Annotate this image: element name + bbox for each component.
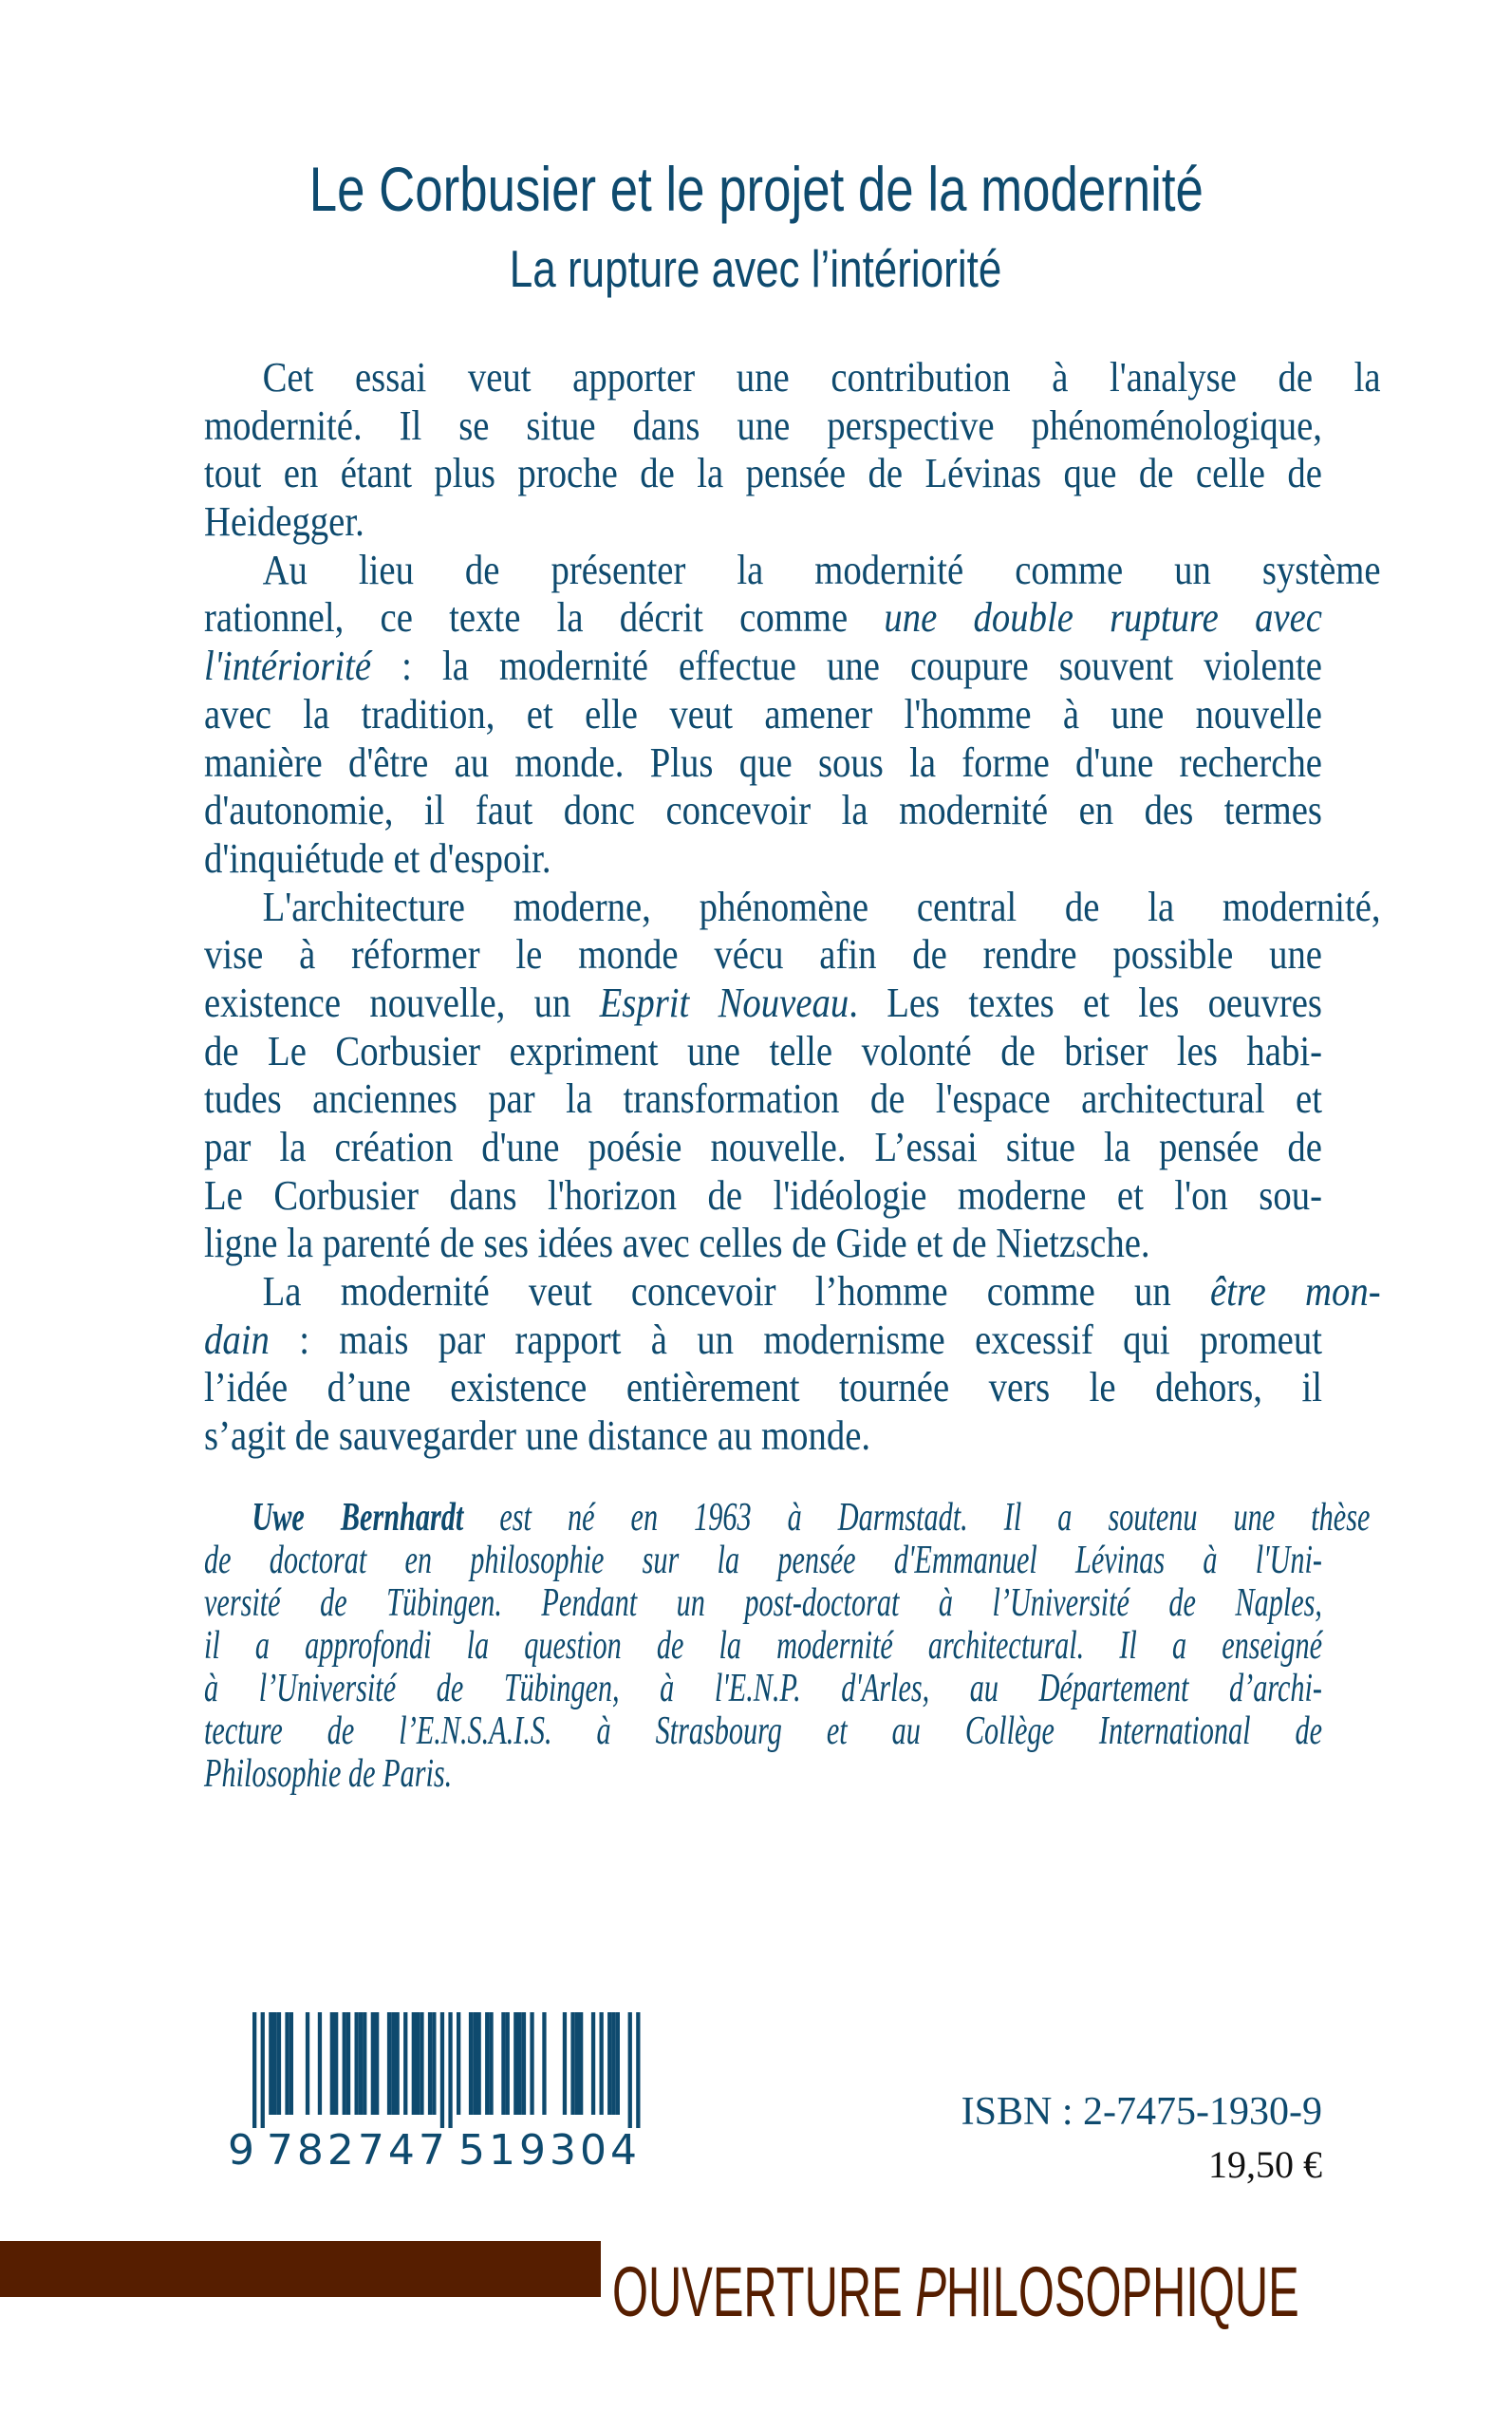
- svg-text:9: 9: [228, 2126, 254, 2175]
- text-run: de doctorat en philosophie sur la pensée d'Emmanuel Lévinas à l'Uni-: [204, 1539, 1322, 1582]
- author-bio: [204, 1496, 1371, 1796]
- text-run: il a approfondi la question de la modernité architectural. Il a enseigné: [204, 1624, 1322, 1668]
- text-run: : la modernité effectue une coupure souvent violente: [371, 643, 1322, 690]
- text-run: rationnel, ce texte la décrit comme: [204, 594, 885, 642]
- text-run: par la création d'une poésie nouvelle. L’essai situe la pensée de: [204, 1124, 1322, 1170]
- book-title-text: Le Corbusier et le projet de la modernité: [308, 154, 1204, 224]
- text-line: [204, 691, 1322, 739]
- text-line: [204, 884, 1381, 932]
- text-line: [204, 980, 1322, 1028]
- text-line: [204, 739, 1322, 788]
- series-name-part: OUVERTURE: [612, 2252, 916, 2331]
- text-run: Le Corbusier dans l'horizon de l'idéologie moderne et l'on sou-: [204, 1171, 1322, 1219]
- text-run: : mais par rapport à un modernisme excessif qui promeut: [269, 1316, 1322, 1363]
- barcode-icon: [228, 2012, 641, 2175]
- text-line: [204, 594, 1322, 643]
- text-line: [204, 1268, 1381, 1317]
- text-run: s’agit de sauvegarder une distance au monde.: [204, 1412, 871, 1460]
- blurb-text: [204, 354, 1381, 1461]
- text-line: [204, 1710, 1322, 1753]
- text-line: [204, 1172, 1322, 1221]
- author-name: Uwe Bernhardt: [252, 1496, 464, 1540]
- text-line: [204, 1412, 1322, 1461]
- text-run: . Les textes et les oeuvres: [849, 979, 1322, 1026]
- text-line: [204, 1540, 1322, 1582]
- price-label: 19,50 €: [1208, 2143, 1322, 2186]
- series-color-bar: [0, 2241, 601, 2297]
- series-name-part: HILOSOPHIQUE: [945, 2252, 1299, 2331]
- text-line: [204, 1124, 1322, 1172]
- text-run: l’idée d’une existence entièrement tournée vers le dehors, il: [204, 1364, 1322, 1411]
- emphasis-text: être mon-: [1210, 1268, 1381, 1316]
- book-subtitle: [0, 239, 1512, 298]
- text-run: tudes anciennes par la transformation de l'espace architectural et: [204, 1075, 1322, 1123]
- text-run: tout en étant plus proche de la pensée de Lévinas que de celle de: [204, 450, 1322, 497]
- text-run: Au lieu de présenter la modernité comme un système: [262, 546, 1381, 593]
- text-run: existence nouvelle, un: [204, 979, 600, 1026]
- text-line: [204, 1028, 1322, 1076]
- text-line: [204, 1317, 1322, 1365]
- text-run: versité de Tübingen. Pendant un post-doctorat à l’Université de Naples,: [204, 1581, 1322, 1625]
- text-run: tecture de l’E.N.S.A.I.S. à Strasbourg et au Collège International de: [204, 1709, 1322, 1753]
- text-line: [204, 1364, 1322, 1412]
- text-run: La modernité veut concevoir l’homme comme un: [262, 1268, 1211, 1316]
- text-run: manière d'être au monde. Plus que sous la forme d'une recherche: [204, 738, 1322, 786]
- text-run: est né en 1963 à Darmstadt. Il a soutenu une thèse: [463, 1496, 1371, 1540]
- series-name-italic-initial: P: [915, 2252, 946, 2331]
- text-line: [204, 835, 1322, 884]
- text-line: [204, 1753, 1322, 1796]
- text-run: de Le Corbusier expriment une telle volonté de briser les habi-: [204, 1027, 1322, 1074]
- series-name: [612, 2252, 1481, 2331]
- text-line: [204, 1582, 1322, 1625]
- text-line: [204, 1625, 1322, 1668]
- text-line: [204, 787, 1322, 835]
- text-run: à l’Université de Tübingen, à l'E.N.P. d'Arles, au Département d’archi-: [204, 1667, 1322, 1710]
- text-run: Philosophie de Paris.: [204, 1752, 453, 1796]
- text-line: [204, 354, 1381, 402]
- text-line: [204, 1075, 1322, 1124]
- isbn-barcode: [228, 2012, 641, 2175]
- text-run: d'inquiétude et d'espoir.: [204, 834, 551, 882]
- text-line: [204, 498, 1322, 547]
- text-run: vise à réformer le monde vécu afin de rendre possible une: [204, 931, 1322, 979]
- text-line: [204, 402, 1322, 451]
- text-run: d'autonomie, il faut donc concevoir la modernité en des termes: [204, 787, 1322, 834]
- text-line: [204, 1220, 1322, 1268]
- text-line: [204, 547, 1381, 595]
- text-line: [204, 643, 1322, 691]
- emphasis-text: dain: [204, 1316, 270, 1363]
- text-line: [204, 931, 1322, 980]
- text-run: avec la tradition, et elle veut amener l'homme à une nouvelle: [204, 690, 1322, 738]
- text-run: modernité. Il se situe dans une perspective phénoménologique,: [204, 402, 1322, 449]
- text-run: L'architecture moderne, phénomène central de la modernité,: [262, 883, 1381, 930]
- text-run: ligne la parenté de ses idées avec celles de Gide et de Nietzsche.: [204, 1220, 1150, 1267]
- text-line: [204, 450, 1322, 498]
- text-line: [204, 1668, 1322, 1710]
- text-run: Heidegger.: [204, 498, 364, 546]
- emphasis-text: Esprit Nouveau: [599, 979, 849, 1026]
- svg-text:519304: 519304: [458, 2126, 641, 2175]
- text-run: Cet essai veut apporter une contribution à l'analyse de la: [262, 354, 1381, 401]
- svg-text:782747: 782747: [266, 2126, 449, 2175]
- book-subtitle-text: La rupture avec l’intériorité: [510, 239, 1002, 298]
- emphasis-text: l'intériorité: [204, 643, 372, 690]
- book-title: [0, 154, 1512, 224]
- emphasis-text: une double rupture avec: [884, 594, 1322, 642]
- text-line: [204, 1497, 1370, 1540]
- isbn-label: ISBN : 2-7475-1930-9: [961, 2090, 1322, 2134]
